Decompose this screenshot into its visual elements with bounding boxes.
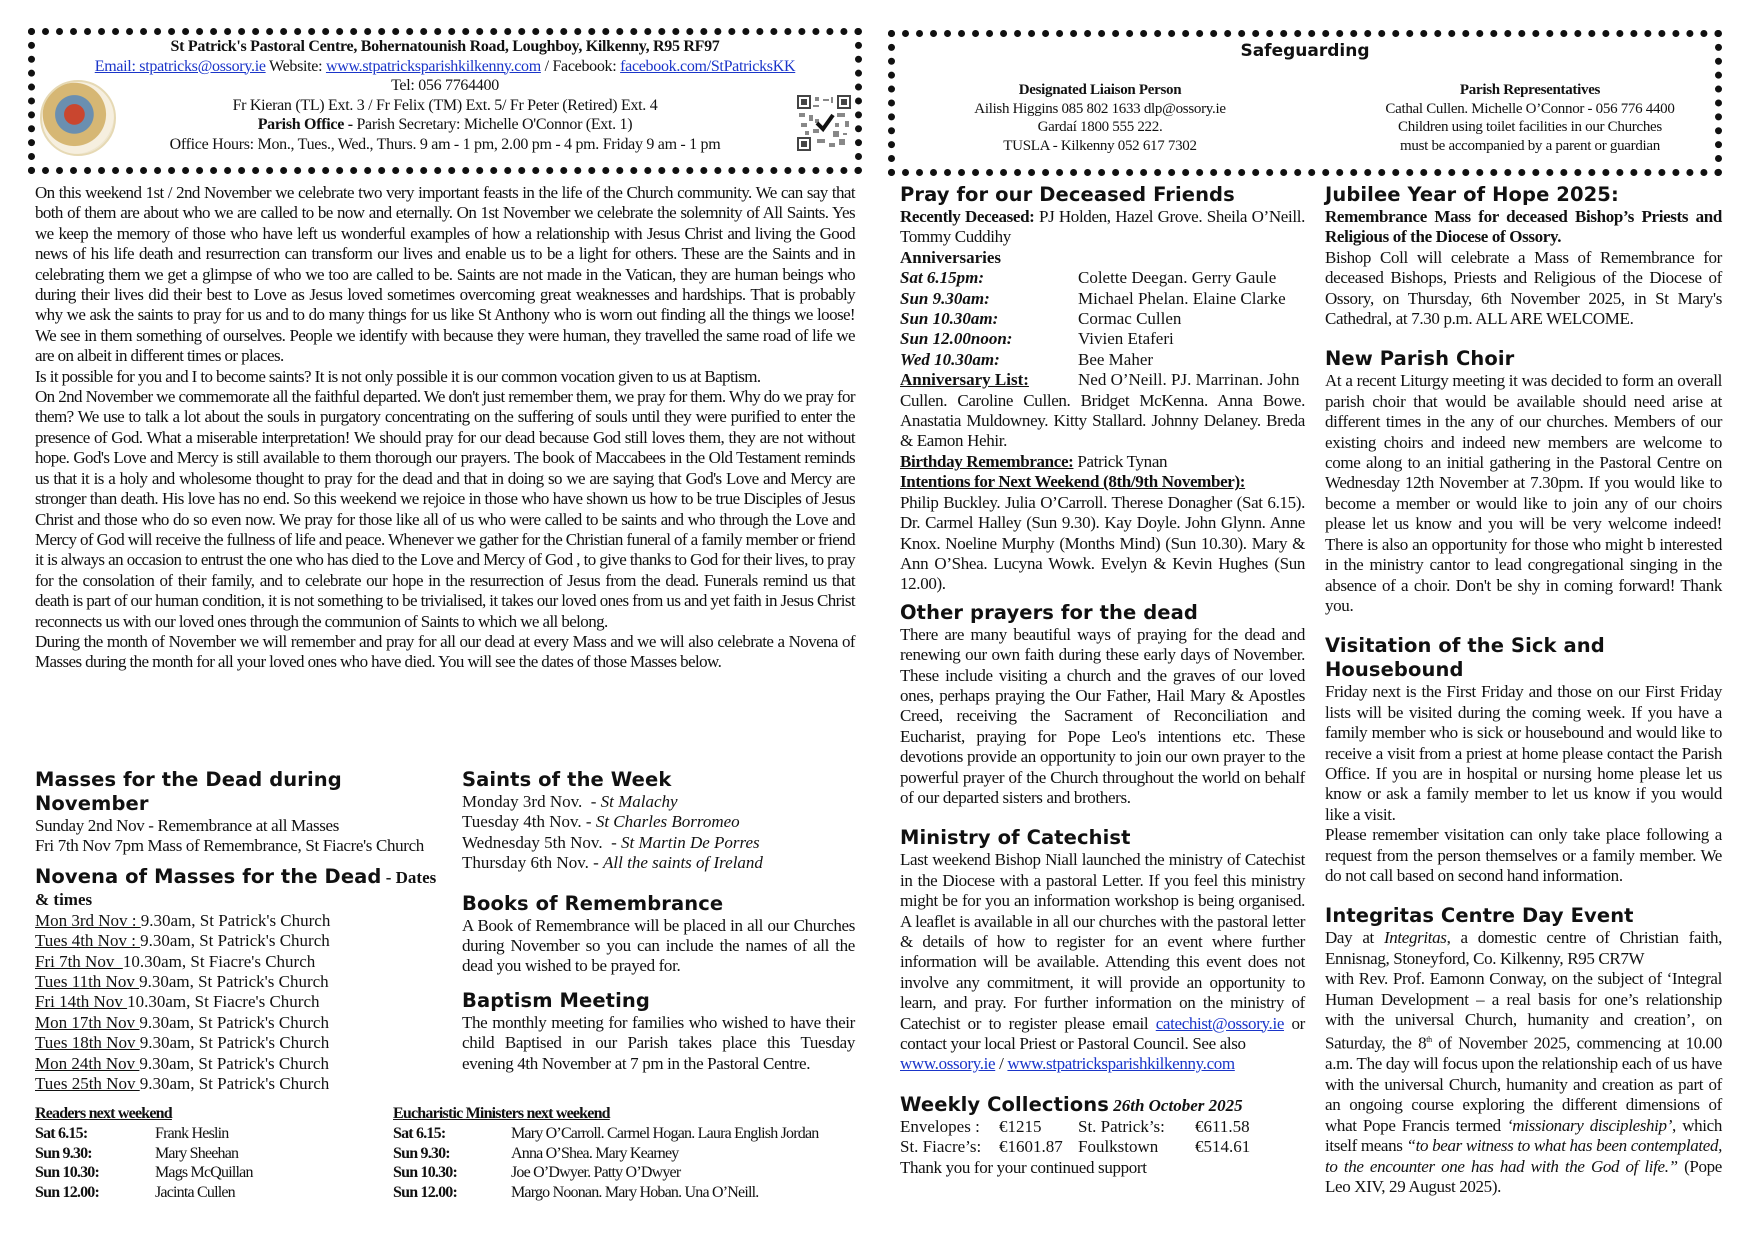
collections-date: 26th October 2025 (1108, 1095, 1243, 1115)
roster-name: Mary O’Carroll. Carmel Hogan. Laura English Jordan (511, 1124, 819, 1142)
integritas-text: , which itself means (1325, 1115, 1722, 1156)
novena-item (35, 1033, 439, 1053)
anniv-time: Sat 6.15pm: (900, 268, 985, 288)
birthday-names: Patrick Tynan (1073, 451, 1168, 471)
integritas-quote: “to bear witness to what has been contemplated, to the encounter one has had with the God of life.” (1325, 1136, 1723, 1176)
intentions-text: Philip Buckley. Julia O’Carroll. Therese Donagher (Sat 6.15). Dr. Carmel Halley (Sun 9.30). Kay Doyle. John Glynn. Anne Knox. Noeline Murphy (Months Mind) (Sun 10.30). Mary & Ann O’Shea. Lucyna Wowk. Evelyn & Kevin Hughes (Sun 12.00). (900, 492, 1305, 594)
saints-title: Saints of the Week (462, 768, 672, 791)
collections-thanks: Thank you for your continued support (900, 1157, 1147, 1177)
qr-code-icon (797, 95, 851, 151)
parish-contact-box (28, 28, 862, 174)
intro-paragraph: During the month of November we will remember and pray for all our dead at every Mass and we will also celebrate a Novena of Masses during the month for all your loved ones who have died. You will see the dates of those Masses below. (35, 631, 855, 672)
anniv-time: Sun 12.00noon: (900, 329, 1013, 349)
collection-value: €1601.87 (999, 1137, 1063, 1157)
dlp-line: Ailish Higgins 085 802 1633 dlp@ossory.ie (974, 100, 1226, 117)
roster-time: Sun 10.30: (393, 1164, 458, 1182)
novena-detail: 9.30am, St Patrick's Church (139, 1074, 330, 1094)
parish-logo-icon (40, 80, 116, 156)
novena-item (35, 911, 439, 931)
visitation-text: Please remember visitation can only take place following a request from the person themselves or a family member. We do not call based on second hand information. (1325, 825, 1722, 885)
saint-name: All the saints of Ireland (603, 853, 763, 873)
ossory-link[interactable]: www.ossory.ie (900, 1054, 996, 1074)
novena-detail: 9.30am, St Patrick's Church (139, 972, 329, 992)
saint-name: St Martin De Porres (621, 832, 760, 852)
novena-date: Mon 3rd Nov : (35, 910, 141, 930)
choir-title: New Parish Choir (1325, 347, 1515, 371)
reps-line: must be accompanied by a parent or guardian (1400, 137, 1660, 154)
roster-row (393, 1124, 863, 1144)
anniversaries-label: Anniversaries (900, 247, 1002, 267)
novena-date: Tues 18th Nov (35, 1033, 140, 1053)
books-title: Books of Remembrance (462, 891, 724, 915)
intro-article (35, 183, 855, 673)
novena-detail: 10.30am, St Fiacre's Church (122, 951, 316, 971)
intro-paragraph: On this weekend 1st / 2nd November we celebrate two very important feasts in the life of the Church community. We can say that both of them are about who we are called to be now and eternally. On 1st November we celebrate the solemnity of All Saints. Yes we keep the memory of those who have left us wonderful examples of how a relationship with Jesus Christ and living the Good news of his life death and resurrection can transform our lives and enable us to be a light for others. These are the Saints and in celebrating them we get a glimpse of who we too are called to be. Saints are not made in the Vatican, they are human beings who during their lives did their best to Love as Jesus loved sometimes overcoming great weaknesses and hardships. That is probably why we ask the saints to pray for us and to do many things for us like St Anthony who is worn out finding all the things we loose! We see in them something of ourselves. People we identify with because they were human, they travelled the same road of life we are on albeit in different times or places. (35, 183, 855, 366)
novena-item (35, 1054, 439, 1074)
anniv-names: Cormac Cullen (1078, 309, 1182, 329)
integritas-sup: th (1426, 1035, 1432, 1045)
integritas-text: with Rev. Prof. Eamonn Conway, on the subject of ‘Integral Human Development – a real basis for one’s relationship with the universal Church, humanity and creation’, on Saturday, the 8 (1325, 969, 1722, 1054)
anniv-row (900, 350, 1305, 370)
novena-item (35, 1074, 439, 1094)
roster-name: Mags McQuillan (155, 1164, 253, 1182)
saint-item (462, 792, 855, 812)
integritas-text: , a domestic centre of Christian faith, Ennisnag, Stoneyford, Co. Kilkenny, R95 CR7W (1325, 928, 1722, 968)
anniv-names: Colette Deegan. Gerry Gaule (1078, 268, 1277, 288)
facebook-link[interactable]: facebook.com/StPatricksKK (620, 57, 796, 75)
novena-date: Mon 24th Nov (35, 1053, 140, 1073)
roster-row (35, 1144, 395, 1164)
novena-detail: 9.30am, St Patrick's Church (139, 1033, 330, 1053)
masses-dead-line: Sunday 2nd Nov - Remembrance at all Masses (35, 816, 339, 835)
roster-time: Sun 12.00: (35, 1184, 100, 1202)
roster-time: Sat 6.15: (393, 1124, 446, 1142)
roster-name: Frank Heslin (155, 1124, 229, 1142)
novena-detail: 9.30am, St Patrick's Church (140, 931, 330, 951)
roster-time: Sun 12.00: (393, 1184, 458, 1202)
intentions-label: Intentions for Next Weekend (8th/9th November): (900, 472, 1246, 492)
right-column (1325, 183, 1722, 1197)
ministers-title: Eucharistic Ministers next weekend (393, 1105, 610, 1122)
collections-title: Weekly Collections (900, 1092, 1109, 1116)
novena-date: Fri 7th Nov (35, 951, 123, 971)
books-text: A Book of Remembrance will be placed in all our Churches during November so you can include the names of all the dead you wished to be prayed for. (462, 915, 855, 976)
parish-office-label: Parish Office - (257, 116, 357, 133)
parish-website-link[interactable]: www.stpatricksparishkilkenny.com (1007, 1054, 1235, 1074)
recent-names: PJ Holden, Hazel Grove. Sheila O’Neill. Tommy Cuddihy (900, 207, 1305, 247)
masses-dead-line: Fri 7th Nov 7pm Mass of Remembrance, St Fiacre's Church (35, 836, 424, 856)
novena-title: Novena of Masses for the Dead (35, 864, 382, 888)
anniv-list-rest: Cullen. Caroline Cullen. Bridget McKenna. Anna Bowe. Anastatia Muldowney. Kitty Stallard. Johnny Delaney. Breda & Eamon Hehir. (900, 390, 1305, 451)
anniv-time: Sun 9.30am: (900, 288, 990, 308)
anniv-row (900, 309, 1305, 329)
saints-books-baptism (462, 768, 855, 1074)
reps-title: Parish Representatives (1459, 82, 1601, 98)
saint-item (462, 853, 855, 873)
roster-time: Sat 6.15: (35, 1124, 88, 1142)
intro-paragraph: On 2nd November we commemorate all the faithful departed. We don't just remember them, we pray for them. Why do we pray for them? We use to talk a lot about the souls in purgatory concentrating on the suffering of souls until they were purified to enter the presence of God. What a miserable interpretation! We should pray for our dead because God still loves them, they are not without hope. God's Love and Mercy is still available to them thorough our prayers. The book of Maccabees in the Old Testament reminds us that it is a holy and wholesome thought to pray for the dead and that in doing so we are saying that God's Love and Mercy are stronger than death. His love has no end. So this weekend we rejoice in those who have shown us how to be true Disciples of Jesus Christ and those who do so even now. We pray for those like all of us who were called to be saints and who through the Love and Mercy of God will receive the fullness of life and peace. Whenever we gather for the Christian funeral of a family member or friend it is always an occasion to entrust the one who has died to the Love and Mercy of God , to give thanks to God for their lives, to pray for the consolation of their family, and to celebrate our hope in the resurrection of Jesus from the dead. Funerals remind us that death is part of our human condition, it is not something to be trivialised, it takes our loved ones from us and yet faith in Jesus Christ reconnects us with our loved ones through the communion of Saints to which we all belong. (35, 387, 855, 631)
roster-row (393, 1144, 863, 1164)
roster-name: Mary Sheehan (155, 1144, 239, 1162)
jubilee-subtitle: Remembrance Mass for deceased Bishop’s Priests and Religious of the Diocese of Ossory. (1325, 207, 1722, 247)
collection-label: St. Patrick’s: (1078, 1116, 1165, 1136)
novena-date: Tues 25th Nov (35, 1074, 140, 1094)
dlp-title: Designated Liaison Person (1018, 82, 1182, 98)
anniv-names: Michael Phelan. Elaine Clarke (1078, 288, 1286, 308)
anniv-time: Wed 10.30am: (900, 349, 1000, 369)
saint-day: Monday 3rd Nov. - (462, 792, 601, 811)
roster-row (35, 1163, 395, 1183)
collection-label: St. Fiacre’s: (900, 1137, 982, 1157)
baptism-title: Baptism Meeting (462, 988, 650, 1012)
catechist-text-after: or contact your local Priest or Pastoral Council. See also (900, 1013, 1305, 1054)
roster-name: Jacinta Cullen (155, 1184, 235, 1202)
designated-liaison (935, 81, 1265, 155)
middle-column (900, 183, 1305, 1178)
intro-paragraph: Is it possible for you and I to become saints? It is not only possible it is our common vocation given to us at Baptism. (35, 366, 761, 386)
novena-subtitle: - Dates & times (35, 867, 437, 909)
novena-item (35, 952, 439, 972)
collection-row (900, 1117, 1305, 1137)
novena-date: Fri 14th Nov (35, 992, 128, 1012)
link-separator: / (995, 1054, 1008, 1074)
safeguarding-box (888, 30, 1722, 176)
roster-time: Sun 9.30: (393, 1144, 450, 1162)
dlp-line: Gardaí 1800 555 222. (1037, 119, 1163, 135)
collection-row (900, 1137, 1305, 1157)
integritas-text: (Pope Leo XIV, 29 August 2025). (1325, 1156, 1722, 1196)
saint-day: Wednesday 5th Nov. - (462, 832, 621, 852)
visitation-text: Friday next is the First Friday and those on our First Friday lists will be visited during the coming week. If you have a family member who is sick or housebound and would like to receive a visit from a priest at home please contact the Parish Office. If you are in hospital or nursing home please let us know or ask a family member to let us know if you would like a visit. (1325, 682, 1722, 824)
collection-label: Envelopes : (900, 1116, 980, 1136)
roster-row (393, 1163, 863, 1183)
saint-name: St Malachy (600, 792, 678, 811)
novena-item (35, 1013, 439, 1033)
roster-row (393, 1183, 863, 1203)
jubilee-title: Jubilee Year of Hope 2025: (1325, 183, 1619, 206)
parish-representatives (1360, 81, 1700, 155)
roster-row (35, 1124, 395, 1144)
office-hours: Office Hours: Mon., Tues., Wed., Thurs. 9 am - 1 pm, 2.00 pm - 4 pm. Friday 9 am - 1 pm (169, 135, 721, 153)
baptism-text: The monthly meeting for families who wished to have their child Baptised in our Parish takes place this Tuesday evening 4th November at 7 pm in the Pastoral Centre. (462, 1012, 855, 1073)
deceased-title: Pray for our Deceased Friends (900, 183, 1235, 206)
anniv-list-first: Ned O’Neill. PJ. Marrinan. John (1078, 370, 1300, 390)
novena-date: Mon 17th Nov (35, 1012, 140, 1032)
other-prayers-title: Other prayers for the dead (900, 600, 1198, 624)
roster-name: Margo Noonan. Mary Hoban. Una O’Neill. (511, 1184, 759, 1202)
saint-day: Thursday 6th Nov. - (462, 853, 604, 873)
saint-item (462, 812, 855, 832)
integritas-italic: Integritas (1383, 928, 1447, 948)
parish-tel: Tel: 056 7764400 (391, 77, 499, 94)
reps-line: Cathal Cullen. Michelle O’Connor - 056 776 4400 (1385, 100, 1675, 117)
ministers-roster (393, 1104, 863, 1203)
readers-title: Readers next weekend (35, 1105, 172, 1122)
priests-extensions: Fr Kieran (TL) Ext. 3 / Fr Felix (TM) Ext. 5/ Fr Peter (Retired) Ext. 4 (232, 96, 658, 114)
website-link[interactable]: www.stpatricksparishkilkenny.com (325, 57, 541, 75)
integritas-italic: ‘missionary discipleship’ (1507, 1115, 1673, 1135)
anniv-row (900, 268, 1305, 288)
integritas-title: Integritas Centre Day Event (1325, 904, 1634, 928)
anniv-list-label: Anniversary List: (900, 370, 1029, 390)
anniv-time: Sun 10.30am: (900, 309, 999, 329)
catechist-title: Ministry of Catechist (900, 826, 1131, 850)
novena-date: Tues 11th Nov (35, 972, 140, 992)
integritas-text: of November 2025, commencing at 10.00 a.m. The day will focus upon the relationship each of us have with the universal Church, humanity and creation as part of an ongoing course exploring the different dimensions of what Pope Francis termed (1325, 1034, 1722, 1135)
saint-name: St Charles Borromeo (595, 812, 740, 832)
saint-item (462, 833, 855, 853)
catechist-text: Last weekend Bishop Niall launched the ministry of Catechist in the Diocese with a pastoral Letter. If you feel this ministry might be for you an information workshop is being organised. A leaflet is available in all our churches with the pastoral letter & details of how to register for an event where further information will be available. Attending this event does not involve any commitment, it will provide an opportunity to learn, and pray. For further information on the ministry of Catechist or to register please email (900, 850, 1305, 1033)
integritas-text: Day at (1325, 928, 1384, 948)
novena-detail: 9.30am, St Patrick's Church (139, 1012, 329, 1032)
parish-secretary: Parish Secretary: Michelle O'Connor (Ext. 1) (356, 116, 633, 133)
novena-date: Tues 4th Nov : (35, 931, 141, 951)
parish-address: St Patrick's Pastoral Centre, Bohernatounish Road, Loughboy, Kilkenny, R95 RF97 (170, 38, 720, 55)
novena-item (35, 931, 439, 951)
facebook-label: / Facebook: (540, 57, 621, 75)
email-link[interactable]: Email: stpatricks@ossory.ie (94, 57, 266, 75)
jubilee-text: Bishop Coll will celebrate a Mass of Remembrance for deceased Bishops, Priests and Religious of the Diocese of Ossory, on Thursday, 6th November 2025, in St Mary's Cathedral, at 7.30 p.m. ALL ARE WELCOME. (1325, 247, 1722, 329)
anniv-row (900, 329, 1305, 349)
roster-name: Anna O’Shea. Mary Kearney (511, 1144, 679, 1162)
safeguarding-title: Safeguarding (1240, 41, 1370, 61)
anniv-names: Bee Maher (1078, 349, 1154, 369)
other-prayers-text: There are many beautiful ways of praying for the dead and renewing our own faith during these early days of November. These include visiting a church and the graves of our loved ones, perhaps praying the Our Father, Hail Mary & Apostles Creed, receiving the Sacrament of Reconciliation and Eucharist, praying for Pope Leo's intentions etc. These devotions provide an opportunity to join our own prayer to the powerful prayer of the Church throughout the world on behalf of our departed sisters and brothers. (900, 624, 1305, 807)
choir-text: At a recent Liturgy meeting it was decided to form an overall parish choir that would be available should need arise at different times in the any of our churches. Members of our existing choirs and indeed new members are welcome to come along to an initial gathering in the Pastoral Centre on Wednesday 12th November at 7.30pm. If you would like to become a member or would like to join any of our choirs please let us know and you will be very welcome indeed! There is also an opportunity for those who might b interested in the ministry cantor to lead congregational singing in the absence of a choir. Don't be shy in coming forward! Thank you. (1325, 371, 1722, 615)
visitation-title: Visitation of the Sick and Housebound (1325, 634, 1605, 682)
collection-value: €1215 (999, 1116, 1042, 1136)
birthday-label: Birthday Remembrance: (900, 451, 1074, 471)
masses-dead-title: Masses for the Dead during November (35, 768, 342, 815)
novena-detail: 9.30am, St Patrick's Church (139, 1053, 329, 1073)
novena-detail: 10.30am, St Fiacre's Church (127, 992, 320, 1012)
masses-section (35, 768, 439, 1094)
novena-item (35, 972, 439, 992)
reps-line: Children using toilet facilities in our Churches (1398, 119, 1662, 135)
anniv-names: Vivien Etaferi (1078, 329, 1174, 349)
recent-label: Recently Deceased: (900, 207, 1035, 226)
dlp-line: TUSLA - Kilkenny 052 617 7302 (1003, 137, 1197, 154)
collection-value: €514.61 (1195, 1137, 1251, 1157)
novena-list (35, 911, 439, 1095)
catechist-email-link[interactable]: catechist@ossory.ie (1155, 1013, 1285, 1033)
collection-value: €611.58 (1195, 1116, 1250, 1136)
novena-item (35, 992, 439, 1012)
readers-roster (35, 1104, 395, 1203)
saint-day: Tuesday 4th Nov. - (462, 812, 596, 832)
roster-time: Sun 10.30: (35, 1164, 100, 1182)
roster-time: Sun 9.30: (35, 1144, 92, 1162)
anniv-row (900, 289, 1305, 309)
roster-name: Joe O’Dwyer. Patty O’Dwyer (511, 1164, 681, 1182)
roster-row (35, 1183, 395, 1203)
novena-detail: 9.30am, St Patrick's Church (140, 910, 331, 930)
collection-label: Foulkstown (1078, 1137, 1159, 1157)
website-label: Website: (265, 57, 326, 75)
